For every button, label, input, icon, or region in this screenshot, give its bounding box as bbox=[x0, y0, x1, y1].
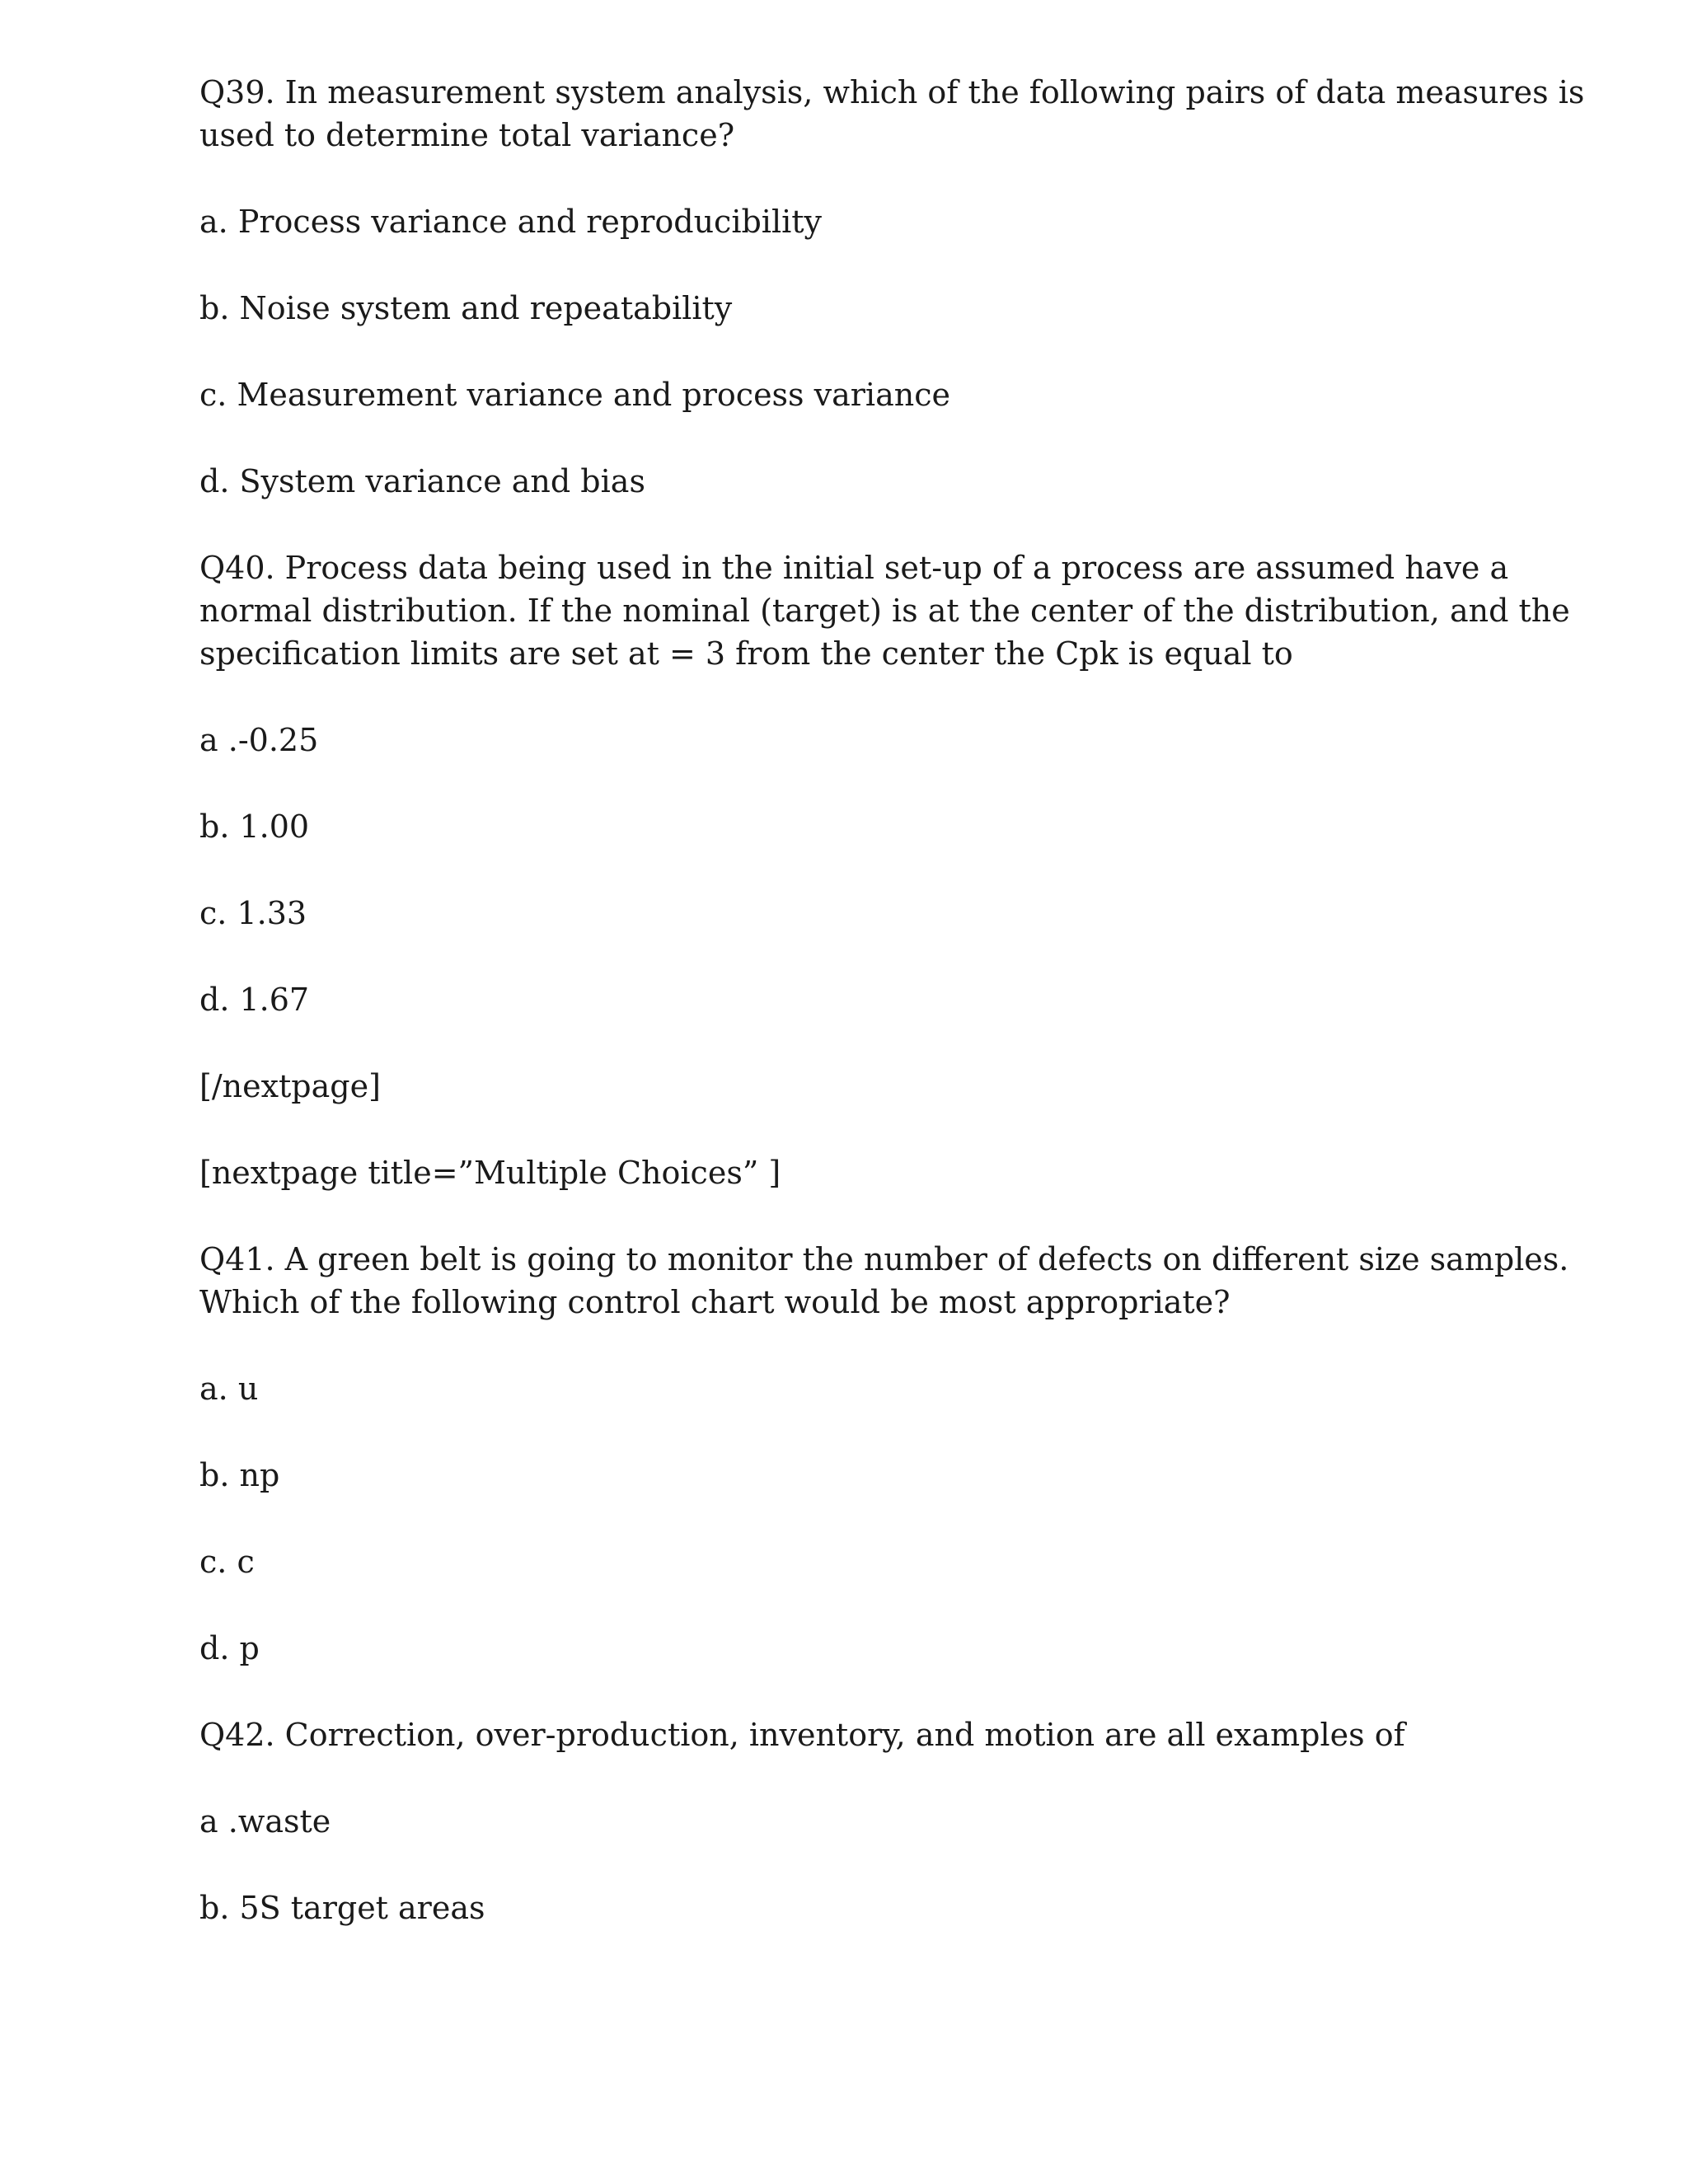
q39-question bbox=[199, 71, 1585, 157]
q39-line-2: used to determine total variance? bbox=[199, 117, 735, 153]
q39-option-c: c. Measurement variance and process variance bbox=[199, 377, 950, 413]
q41-option-c: c. c bbox=[199, 1544, 255, 1580]
q39-option-a: a. Process variance and reproducibility bbox=[199, 204, 823, 240]
q41-option-d: d. p bbox=[199, 1630, 260, 1666]
q41-option-a: a. u bbox=[199, 1371, 259, 1407]
q40-line-2: normal distribution. If the nominal (target) is at the center of the distribution, and the bbox=[199, 593, 1570, 629]
q40-line-3: specification limits are set at = 3 from the center the Cpk is equal to bbox=[199, 635, 1293, 672]
q40-option-b: b. 1.00 bbox=[199, 808, 310, 845]
q39-option-b: b. Noise system and repeatability bbox=[199, 290, 733, 326]
q42-question: Q42. Correction, over-production, inventory, and motion are all examples of bbox=[199, 1717, 1405, 1753]
q40-line-1: Q40. Process data being used in the initial set-up of a process are assumed have a bbox=[199, 550, 1509, 586]
q40-question bbox=[199, 546, 1570, 675]
q41-question bbox=[199, 1238, 1569, 1324]
nextpage-open-tag: [nextpage title=”Multiple Choices” ] bbox=[199, 1155, 781, 1191]
q42-option-a: a .waste bbox=[199, 1803, 331, 1840]
q40-option-d: d. 1.67 bbox=[199, 982, 310, 1018]
q39-line-1: Q39. In measurement system analysis, which of the following pairs of data measures is bbox=[199, 74, 1585, 110]
q39-option-d: d. System variance and bias bbox=[199, 463, 645, 499]
q40-option-c: c. 1.33 bbox=[199, 895, 307, 931]
q42-option-b: b. 5S target areas bbox=[199, 1890, 485, 1926]
q41-option-b: b. np bbox=[199, 1457, 280, 1493]
q40-option-a: a .-0.25 bbox=[199, 722, 319, 758]
document-content bbox=[199, 71, 1585, 1929]
q41-line-2: Which of the following control chart would be most appropriate? bbox=[199, 1284, 1231, 1320]
q41-line-1: Q41. A green belt is going to monitor the number of defects on different size samples. bbox=[199, 1241, 1569, 1277]
nextpage-close-tag: [/nextpage] bbox=[199, 1068, 381, 1104]
